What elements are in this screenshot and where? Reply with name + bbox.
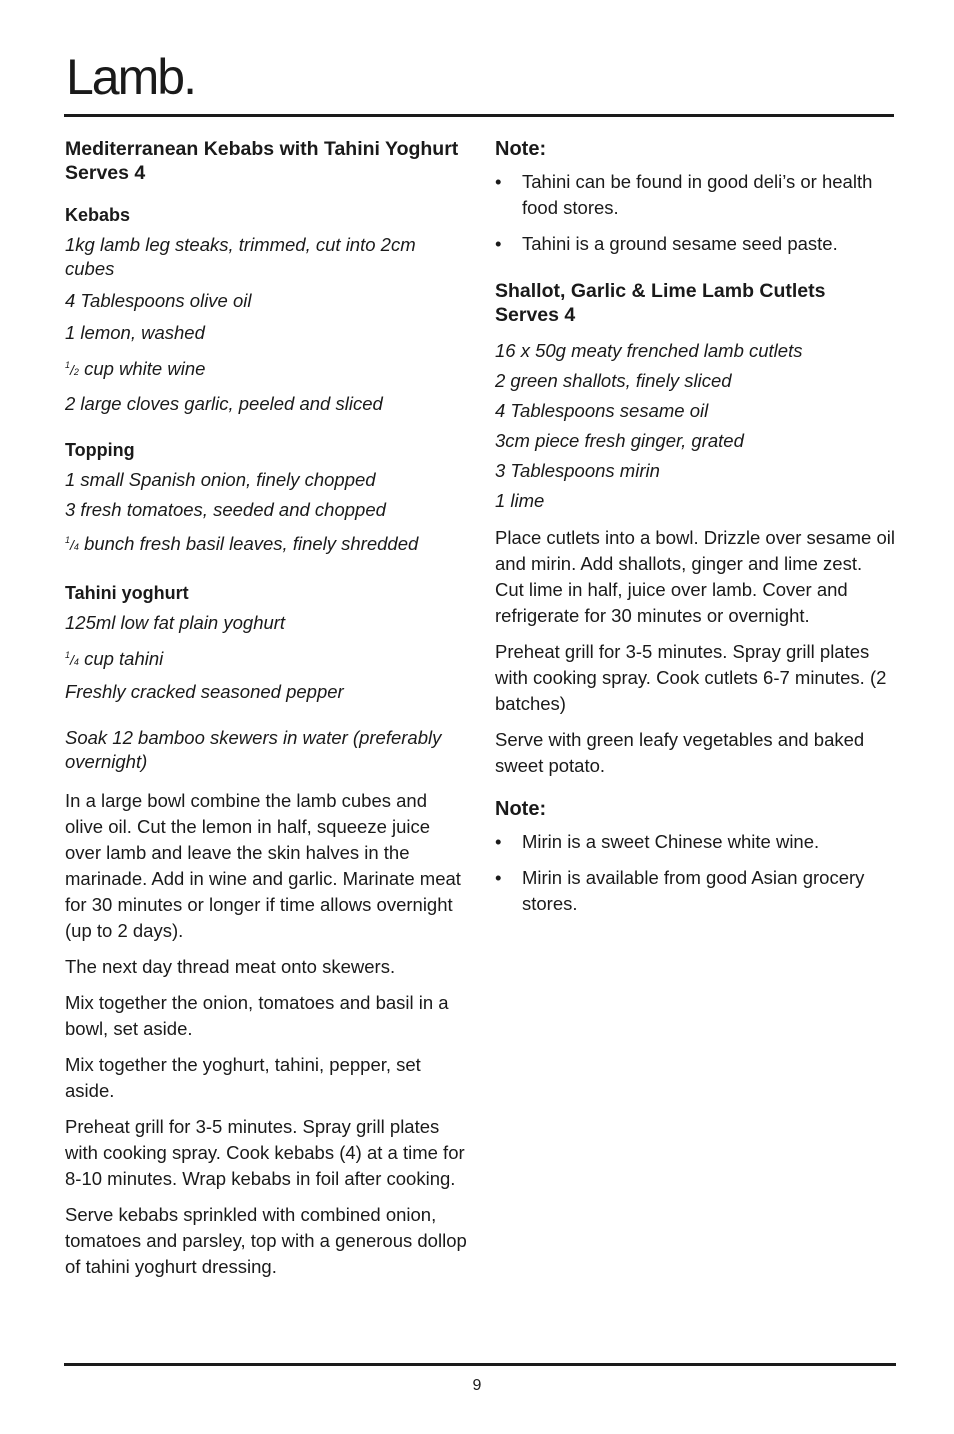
section-label: Topping [65,440,135,460]
tahini-ingredients [65,581,470,704]
note-title: Note: [495,798,547,820]
method-paragraph: Mix together the onion, tomatoes and basil in a bowl, set aside. [65,992,449,1039]
cutlet-ingredients [495,339,895,513]
ingredient-item: 3 fresh tomatoes, seeded and chopped [65,499,386,520]
recipe-serves: Serves 4 [495,304,576,326]
top-divider [64,114,894,117]
ingredient-item: $^1$/4 cup tahini [65,648,164,669]
method-paragraph: Place cutlets into a bowl. Drizzle over sesame oil and mirin. Add shallots, ginger and lime zest. Cut lime in half, juice over lamb. Cover and refrigerate for 30 minutes or overnight. [495,527,895,626]
recipe-serves: Serves 4 [65,162,146,184]
soak-note: Soak 12 bamboo skewers in water (preferably overnight) [65,727,442,772]
note-item: • Tahini is a ground sesame seed paste. [495,231,895,257]
method-paragraph: Serve with green leafy vegetables and baked sweet potato. [495,729,865,776]
note-list [495,829,895,917]
page-title: Lamb. [66,49,195,105]
ingredient-item: 4 Tablespoons sesame oil [495,400,709,421]
section-label: Tahini yoghurt [65,583,189,603]
bottom-divider [64,1363,896,1366]
ingredient-item: 3 Tablespoons mirin [495,460,660,481]
method-steps [495,525,895,779]
fraction-denominator: 2 [73,367,79,377]
fraction-denominator: 4 [73,542,79,552]
note-item: • Tahini can be found in good deli’s or health food stores. [495,169,895,221]
left-column [65,137,470,1290]
method-paragraph: Preheat grill for 3-5 minutes. Spray grill plates with cooking spray. Cook cutlets 6-7 minutes. (2 batches) [495,641,887,714]
ingredient-text: bunch fresh basil leaves, finely shredded [84,533,419,554]
fraction-denominator: 4 [73,657,79,667]
section-label: Kebabs [65,205,131,225]
topping-ingredients [65,438,470,559]
ingredient-item: Freshly cracked seasoned pepper [65,681,344,702]
ingredient-item: 3cm piece fresh ginger, grated [495,430,744,451]
method-paragraph: The next day thread meat onto skewers. [65,956,396,977]
recipe-name: Shallot, Garlic & Lime Lamb Cutlets [495,280,826,302]
ingredient-item: 1 small Spanish onion, finely chopped [65,469,376,490]
note-list [495,169,895,257]
ingredient-item: 125ml low fat plain yoghurt [65,612,286,633]
ingredient-item: $^1$/2 cup white wine [65,358,206,379]
ingredient-text: cup white wine [84,358,206,379]
note-title: Note: [495,138,547,160]
fraction-numerator: 1 [65,360,71,370]
method-paragraph: In a large bowl combine the lamb cubes and olive oil. Cut the lemon in half, squeeze juice over lamb and leave the skin halves in the marinade. Add in wine and garlic. Marinate meat for 30 minutes or longer if time allows overnight (up to 2 days). [65,790,461,941]
right-column [495,137,895,939]
ingredient-item: 1kg lamb leg steaks, trimmed, cut into 2cm cubes [65,234,416,279]
recipe-name: Mediterranean Kebabs with Tahini Yoghurt [65,138,459,160]
ingredient-item: 16 x 50g meaty frenched lamb cutlets [495,340,803,361]
recipe-title [65,137,470,185]
note-item: • Mirin is available from good Asian grocery stores. [495,865,895,917]
ingredient-item: 2 green shallots, finely sliced [495,370,732,391]
method-steps [65,788,470,1280]
ingredient-item: 1 lemon, washed [65,322,205,343]
ingredient-item: 1 lime [495,490,545,511]
method-paragraph: Preheat grill for 3-5 minutes. Spray grill plates with cooking spray. Cook kebabs (4) at a time for 8-10 minutes. Wrap kebabs in foil after cooking. [65,1116,465,1189]
method-paragraph: Serve kebabs sprinkled with combined onion, tomatoes and parsley, top with a generous dollop of tahini yoghurt dressing. [65,1204,467,1277]
recipe-title [495,279,895,327]
ingredient-item: $^1$/4 bunch fresh basil leaves, finely shredded [65,533,419,554]
ingredient-item: 2 large cloves garlic, peeled and sliced [65,393,383,414]
method-paragraph: Mix together the yoghurt, tahini, pepper, set aside. [65,1054,421,1101]
ingredient-item: 4 Tablespoons olive oil [65,290,252,311]
note-item: • Mirin is a sweet Chinese white wine. [495,829,895,855]
fraction-numerator: 1 [65,650,71,660]
fraction-numerator: 1 [65,535,71,545]
kebabs-ingredients [65,203,470,416]
ingredient-text: cup tahini [84,648,164,669]
page-number: 9 [472,1377,482,1394]
